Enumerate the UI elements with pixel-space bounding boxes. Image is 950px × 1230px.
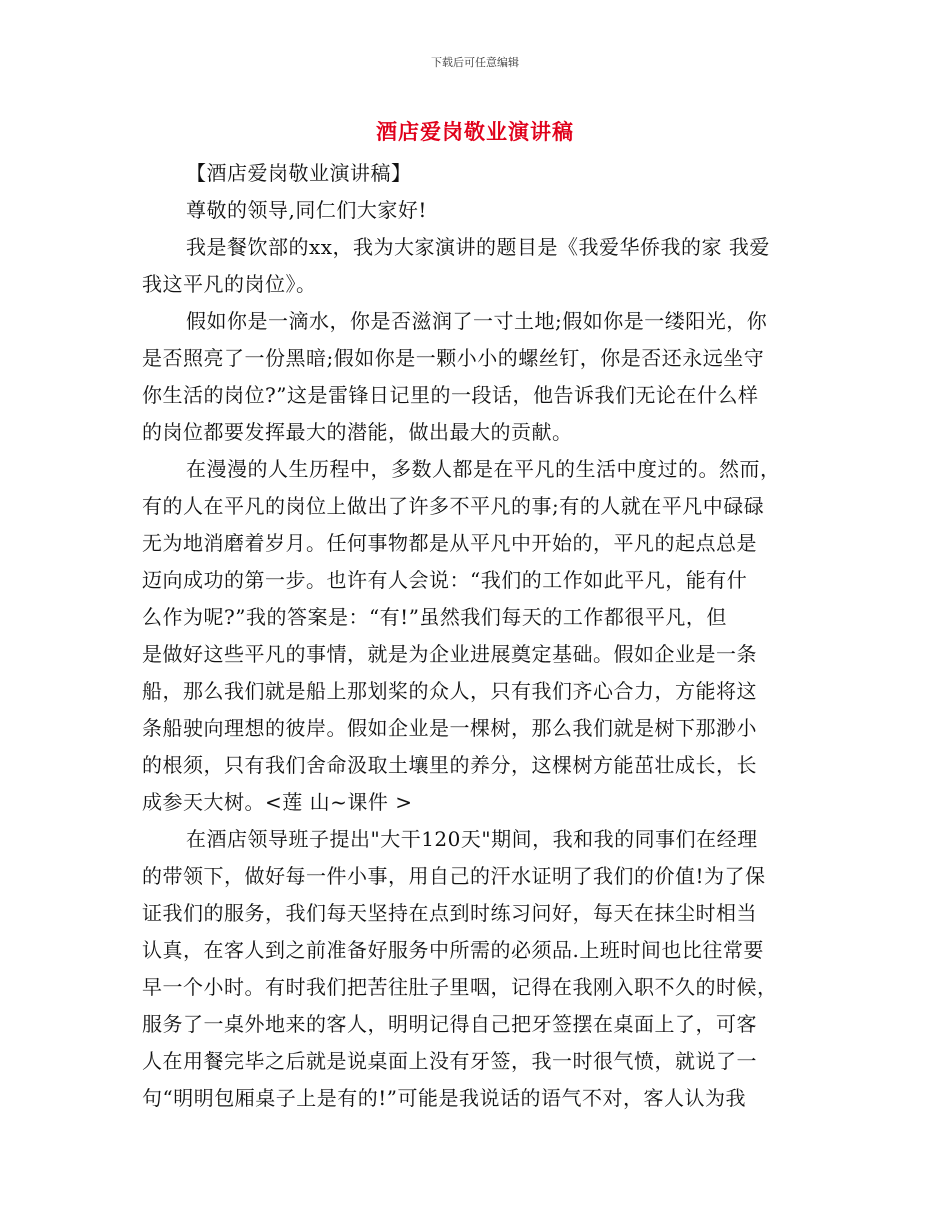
- text-line: 有的人在平凡的岗位上做出了许多不平凡的事;有的人就在平凡中碌碌: [142, 494, 765, 518]
- text-line: 船，那么我们就是船上那划桨的众人，只有我们齐心合力，方能将这: [142, 679, 757, 703]
- text-line: 条船驶向理想的彼岸。假如企业是一棵树，那么我们就是树下那渺小: [142, 716, 757, 740]
- document-body: [142, 155, 806, 1117]
- subheading: 【酒店爱岗敬业演讲稿】: [186, 161, 412, 185]
- text-line: 服务了一桌外地来的客人，明明记得自己把牙签摆在桌面上了，可客: [142, 1012, 757, 1036]
- salutation: 尊敬的领导,同仁们大家好!: [186, 198, 427, 222]
- text-line: 的带领下，做好每一件小事，用自己的汗水证明了我们的价值!为了保: [142, 864, 766, 888]
- text-line: 早一个小时。有时我们把苦往肚子里咽，记得在我刚入职不久的时候，: [142, 975, 778, 999]
- text-line: 在漫漫的人生历程中，多数人都是在平凡的生活中度过的。然而，: [186, 457, 781, 481]
- text-line: 么作为呢?”我的答案是：“有!”虽然我们每天的工作都很平凡，但: [142, 605, 727, 629]
- text-line: 无为地消磨着岁月。任何事物都是从平凡中开始的，平凡的起点总是: [142, 531, 757, 555]
- text-line: 我是餐饮部的xx，我为大家演讲的题目是《我爱华侨我的家 我爱: [186, 235, 770, 259]
- text-line: 成参天大树。<莲 山~课件 >: [142, 790, 413, 814]
- page-header: 下载后可任意编辑: [431, 56, 519, 69]
- document-title: 酒店爱岗敬业演讲稿: [376, 119, 574, 144]
- text-line: 句“明明包厢桌子上是有的!”可能是我说话的语气不对，客人认为我: [142, 1086, 746, 1110]
- text-line: 证我们的服务，我们每天坚持在点到时练习问好，每天在抹尘时相当: [142, 901, 757, 925]
- text-line: 你生活的岗位?”这是雷锋日记里的一段话，他告诉我们无论在什么样: [142, 383, 759, 407]
- text-line: 假如你是一滴水，你是否滋润了一寸土地;假如你是一缕阳光，你: [186, 309, 768, 333]
- text-line: 是做好这些平凡的事情，就是为企业进展奠定基础。假如企业是一条: [142, 642, 757, 666]
- text-line: 的根须，只有我们舍命汲取土壤里的养分，这棵树方能茁壮成长，长: [142, 753, 757, 777]
- text-line: 人在用餐完毕之后就是说桌面上没有牙签，我一时很气愤，就说了一: [142, 1049, 757, 1073]
- text-line: 的岗位都要发挥最大的潜能，做出最大的贡献。: [142, 420, 573, 444]
- text-line: 在酒店领导班子提出"大干120天"期间，我和我的同事们在经理: [186, 827, 758, 851]
- text-line: 认真，在客人到之前准备好服务中所需的必须品.上班时间也比往常要: [142, 938, 764, 962]
- text-line: 迈向成功的第一步。也许有人会说：“我们的工作如此平凡，能有什: [142, 568, 748, 592]
- text-line: 我这平凡的岗位》。: [142, 272, 317, 296]
- text-line: 是否照亮了一份黑暗;假如你是一颗小小的螺丝钉，你是否还永远坐守: [142, 346, 765, 370]
